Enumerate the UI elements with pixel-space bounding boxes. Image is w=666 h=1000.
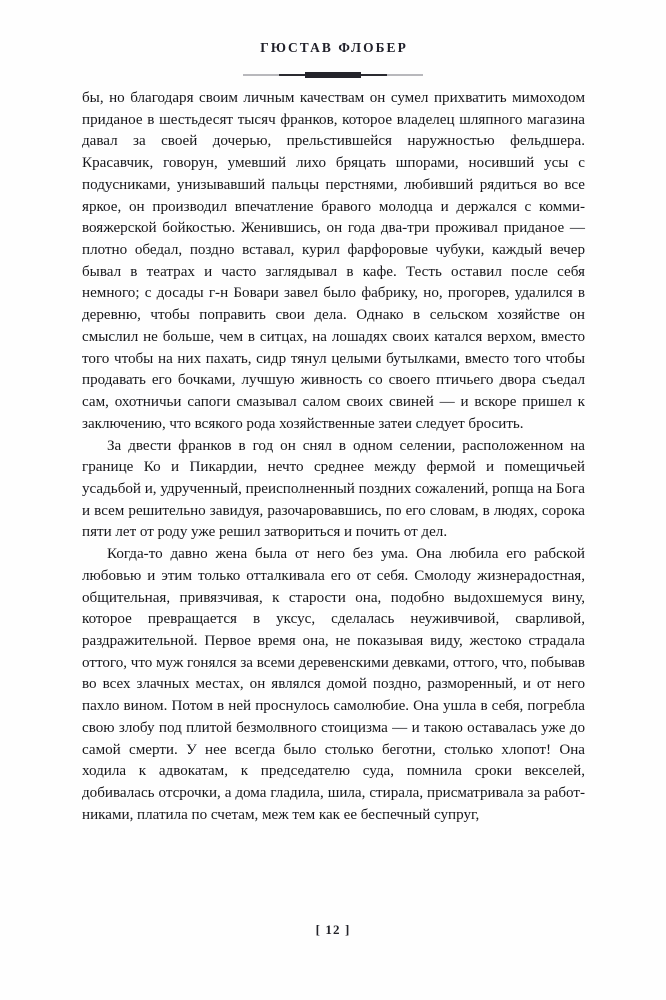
page-footer bbox=[0, 921, 666, 939]
running-head bbox=[0, 41, 666, 54]
paragraph: Когда-то давно жена была от него без ума. Она любила его рабской любовью и этим только отталкивала его от себя. Смолоду жизнерадостная, общительная, привязчивая, к старости она, подобно выдохшемуся вину, которое превращается в уксус, сделалась неуживчивой, сварливой, раздражительной. Первое время она, не показывая виду, жестоко страдала оттого, что муж гонялся за всеми деревенскими девками, оттого, что, побывав во всех злачных местах, он являлся домой поздно, разморенный, и от него пахло вином. Потом в ней проснулось самолюбие. Она ушла в себя, погребла свою злобу под плитой безмолвного стоицизма — и такою оставалась уже до самой смерти. У нее всегда было столько беготни, столько хлопот! Она ходила к адвокатам, к председателю суда, помнила сроки векселей, добивалась отсрочки, а дома гладила, шила, стирала, присматривала за работниками, платила по счетам, меж тем как ее беспечный супруг, bbox=[82, 546, 585, 823]
rule-segment-thin-left bbox=[243, 74, 279, 75]
paragraph: За двести франков в год он снял в одном селении, расположенном на границе Ко и Пикардии, нечто среднее между фермой и помещичьей усадьбой и, удрученный, преисполненный поздних сожалений, ропща на Бога и всем решительно завидуя, разочаровавшись, по его словам, в людях, сорока пяти лет от роду уже решил затвориться и почить от дел. bbox=[82, 437, 585, 541]
rule-segment-mid-right bbox=[361, 74, 387, 76]
body-text bbox=[82, 88, 585, 826]
paragraph: бы, но благодаря своим личным качествам он сумел прихватить мимоходом приданое в шестьдесят тысяч франков, которое владелец шляпного магазина давал за своей дочерью, прельстившейся наружностью фельдшера. Красавчик, говорун, умевший лихо бряцать шпорами, носивший усы с подусниками, унизывавший пальцы перстнями, любивший рядиться во все яркое, он производил впечатление бравого молодца и держался с коммивояжерской бойкостью. Женившись, он года два-три проживал приданое — плотно обедал, поздно вставал, курил фарфоровые чубуки, каждый вечер бывал в театрах и часто заглядывал в кафе. Тесть оставил после себя немного; с досады г-н Бовари завел было фабрику, но, прогорев, удалился в деревню, чтобы поправить свои дела. Однако в сельском хозяйстве он смыслил не больше, чем в ситцах, на лошадях своих катался верхом, вместо того чтобы на них пахать, сидр тянул целыми бутылками, вместо того чтобы продавать его бочками, лучшую живность со своего птичьего двора съедал сам, охотничьи сапоги смазывал салом своих свиней — и вскоре пришел к заключению, что всякого рода хозяйственные затеи следует бросить. bbox=[82, 90, 585, 432]
page-number: [ 12 ] bbox=[315, 922, 351, 937]
rule-segment-thin-right bbox=[387, 74, 423, 75]
rule-segment-mid-left bbox=[279, 74, 305, 76]
rule-segment-core bbox=[305, 72, 361, 77]
running-head-title: ГЮСТАВ ФЛОБЕР bbox=[260, 40, 408, 55]
decorative-rule bbox=[242, 71, 424, 79]
